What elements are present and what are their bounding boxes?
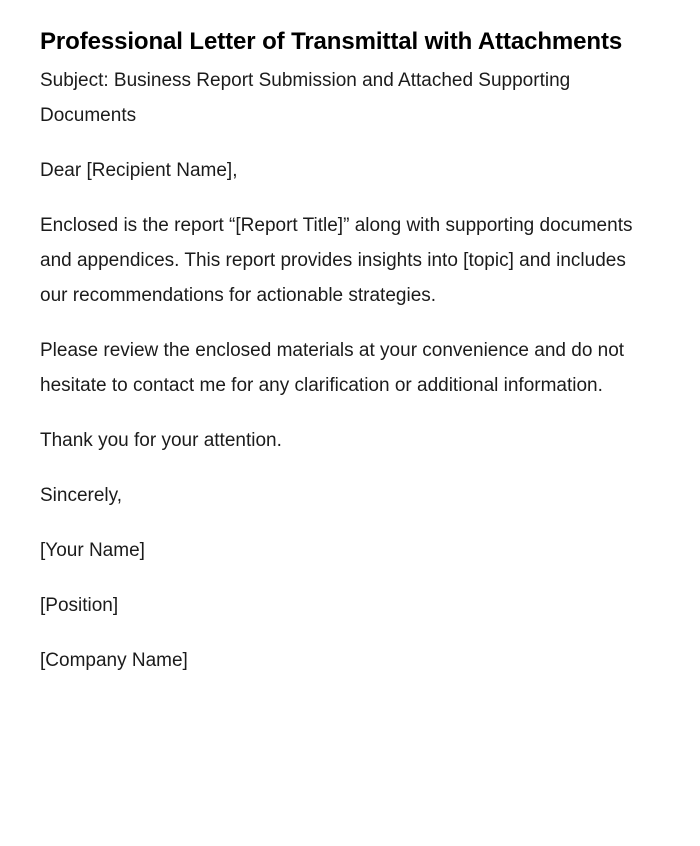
body-paragraph-1: Enclosed is the report “[Report Title]” along with supporting documents and appendices. This report provides insights into [topic] and includes our recommendations for actionable strategies. bbox=[40, 215, 633, 306]
letter-title: Professional Letter of Transmittal with Attachments bbox=[40, 28, 623, 55]
signature-company: [Company Name] bbox=[40, 650, 188, 671]
letter-page bbox=[40, 20, 650, 678]
salutation: Dear [Recipient Name], bbox=[40, 160, 238, 181]
signature-name: [Your Name] bbox=[40, 540, 145, 561]
body-paragraph-2: Please review the enclosed materials at your convenience and do not hesitate to contact me for any clarification or additional information. bbox=[40, 340, 625, 396]
signature-position: [Position] bbox=[40, 595, 119, 616]
closing: Sincerely, bbox=[40, 485, 123, 506]
subject-line: Subject: Business Report Submission and Attached Supporting Documents bbox=[40, 70, 571, 126]
thanks-line: Thank you for your attention. bbox=[40, 430, 282, 451]
